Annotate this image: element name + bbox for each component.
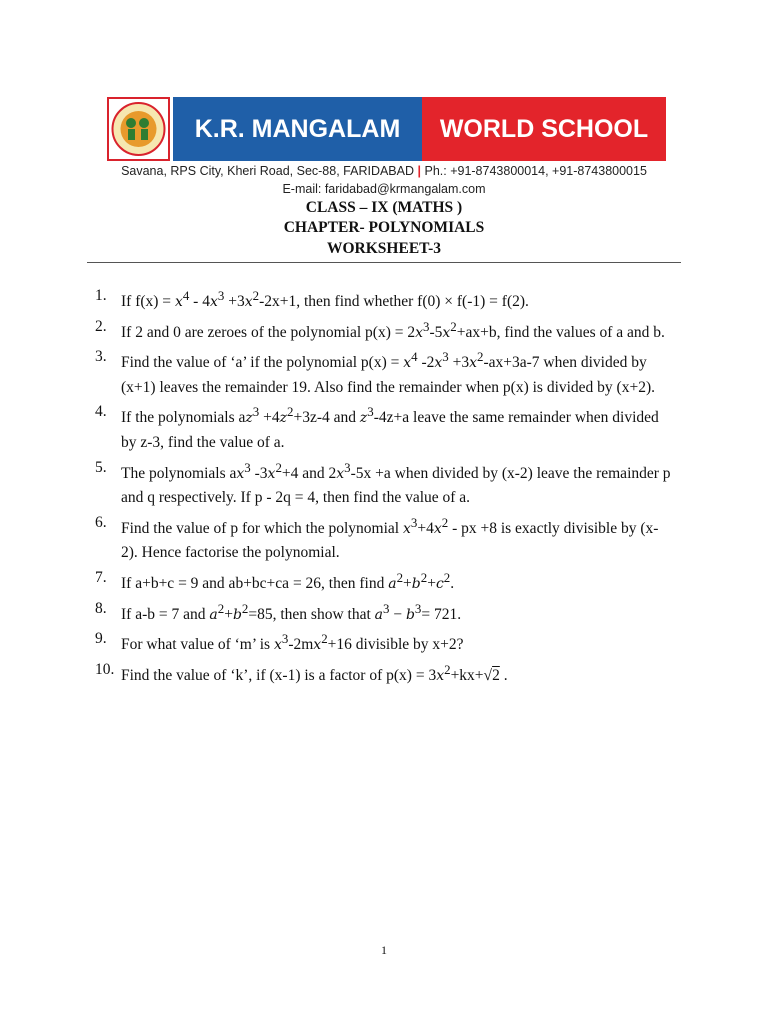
school-name-part1: K.R. MANGALAM [173, 97, 422, 161]
school-crest-icon [111, 101, 166, 157]
page-number: 1 [381, 943, 387, 957]
address-line [60, 164, 708, 178]
phone-text: Ph.: +91-8743800014, +91-8743800015 [424, 164, 647, 178]
question-item: 1. If $f(x) = x^4 - 4x^3 +3x^2-2x+1$, then find whether f(0) × f(-1) = f(2). [95, 287, 529, 311]
question-item: 7. If a+b+c = 9 and ab+bc+ca = 26, then find $a^2+b^2+c^2$. [95, 568, 455, 593]
school-name-part2: WORLD SCHOOL [422, 97, 666, 161]
class-title: CLASS – IX (MATHS ) [305, 199, 463, 216]
question-item: 5. The polynomials $ax^3$ $-3x^2+4$ and $2x^3-5x +a$ when divided by (x-2) leave the remainder p and q respectively. If p - 2q = 4, then find the value of a. [95, 458, 671, 507]
school-logo [107, 97, 170, 161]
address-text: Savana, RPS City, Kheri Road, Sec-88, FARIDABAD [121, 164, 415, 178]
question-item: 8. If a-b = 7 and $a^2+b^2=85$, then show that $a^3 - b^3= 721$. [95, 599, 462, 623]
question-item: 2. If 2 and 0 are zeroes of the polynomial $p(x) = 2x^3-5x^2+ax+b$, find the values of a and b. [95, 317, 665, 341]
question-item: 4. If the polynomials $az^3 +4z^2+3z-4$ and $z^3-4z+a$ leave the same remainder when divided by z-3, find the value of a. [95, 403, 659, 452]
question-item: 6. Find the value of p for which the polynomial $x^3+4x^2$ - px +8 is exactly divisible by (x-2). Hence factorise the polynomial. [95, 513, 659, 562]
question-item: 3. Find the value of ‘a’ if the polynomial $p(x) = x^4$ $-2x^3 +3x^2-ax+3a-7$ when divided by (x+1) leaves the remainder 19. Also find the remainder when p(x) is divided by (x+2). [95, 348, 656, 396]
school-banner [107, 97, 666, 161]
question-list [95, 284, 675, 689]
chapter-title: CHAPTER- POLYNOMIALS [283, 219, 485, 236]
question-item: 10. Find the value of ‘k’, if (x-1) is a factor of $p(x) = 3x^2+kx+√2$ . [95, 660, 508, 685]
question-item: 9. For what value of ‘m’ is $x^3-2mx^2+16$ divisible by x+2? [95, 630, 464, 654]
header-divider [87, 262, 681, 263]
address-separator: | [417, 164, 421, 178]
worksheet-title: WORKSHEET-3 [327, 240, 441, 257]
email-line: E-mail: faridabad@krmangalam.com [282, 182, 486, 196]
